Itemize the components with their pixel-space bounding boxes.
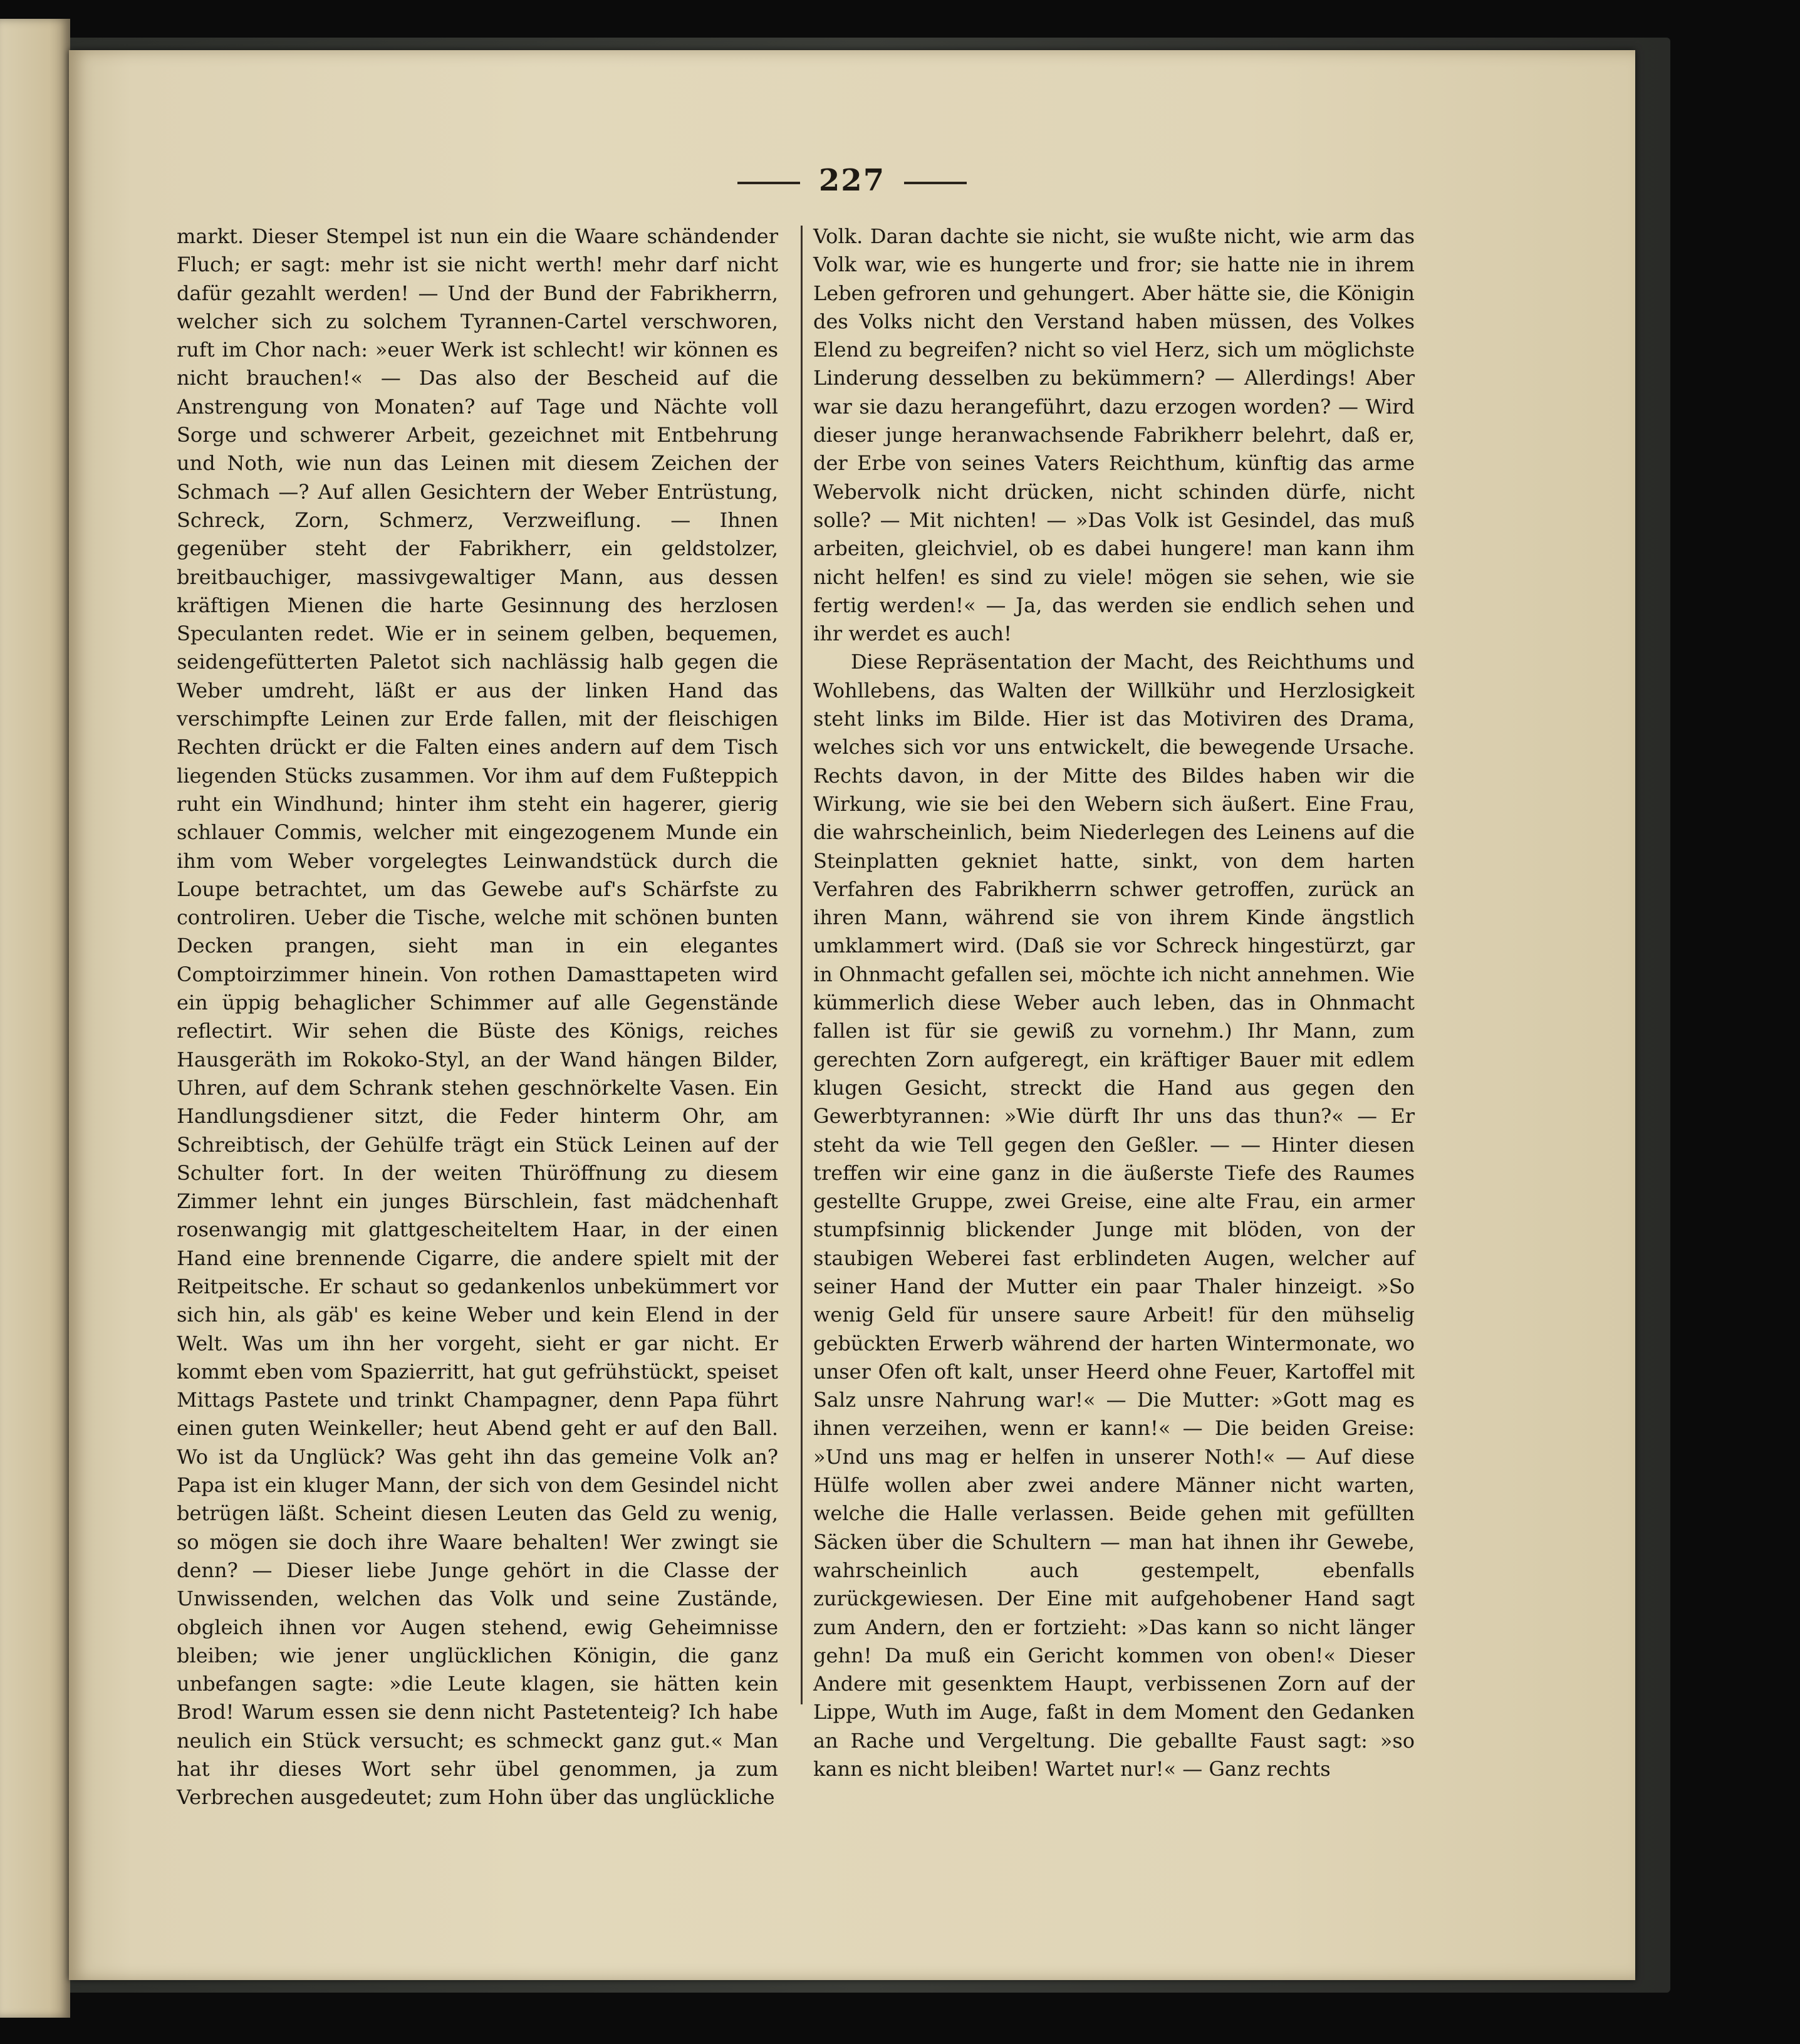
- page-number: 227: [818, 163, 886, 198]
- page-header: [69, 163, 1635, 198]
- header-dash-right: [904, 182, 967, 184]
- header-dash-left: [737, 182, 800, 184]
- right-column: [813, 222, 1415, 1781]
- previous-page-edge: [0, 19, 70, 2018]
- left-column: [177, 222, 778, 1810]
- column-rule: [801, 226, 803, 1704]
- right-paragraph-1: Volk. Daran dachte sie nicht, sie wußte nicht, wie arm das Volk war, wie es hungerte und fror; sie hatte nie in ihrem Leben gefroren und gehungert. Aber hätte sie, die Königin des Volks nicht den Verstand haben müssen, des Volkes Elend zu begreifen? nicht so viel Herz, sich um möglichste Linderung desselben zu bekümmern? — Allerdings! Aber war sie dazu herangeführt, dazu erzogen worden? — Wird dieser junge heranwachsende Fabrikherr belehrt, daß er, der Erbe von seines Vaters Reichthum, künftig das arme Webervolk nicht drücken, nicht schinden dürfe, nicht solle? — Mit nichten! — »Das Volk ist Gesindel, das muß arbeiten, gleichviel, ob es dabei hungere! man kann ihm nicht helfen! es sind zu viele! mögen sie sehen, wie sie fertig werden!« — Ja, das werden sie endlich sehen und ihr werdet es auch!: [813, 224, 1415, 646]
- right-paragraph-2: Diese Repräsentation der Macht, des Reichthums und Wohllebens, das Walten der Willkühr und Herzlosigkeit steht links im Bilde. Hier ist das Motiviren des Drama, welches sich vor uns entwickelt, die bewegende Ursache. Rechts davon, in der Mitte des Bildes haben wir die Wirkung, wie sie bei den Webern sich äußert. Eine Frau, die wahrscheinlich, beim Niederlegen des Leinens auf die Steinplatten gekniet hatte, sinkt, von dem harten Verfahren des Fabrikherrn schwer getroffen, zurück an ihren Mann, während sie von ihrem Kinde ängstlich umklammert wird. (Daß sie vor Schreck hingestürzt, gar in Ohnmacht gefallen sei, möchte ich nicht annehmen. Wie kümmerlich diese Weber auch leben, das in Ohnmacht fallen ist für sie gewiß zu vornehm.) Ihr Mann, zum gerechten Zorn aufgeregt, ein kräftiger Bauer mit edlem klugen Gesicht, streckt die Hand aus gegen den Gewerbtyrannen: »Wie dürft Ihr uns das thun?« — Er steht da wie Tell gegen den Geßler. — — Hinter diesen treffen wir eine ganz in die äußerste Tiefe des Raumes gestellte Gruppe, zwei Greise, eine alte Frau, ein armer stumpfsinnig blickender Junge mit blöden, von der staubigen Weberei fast erblindeten Augen, welcher auf seiner Hand der Mutter ein paar Thaler hinzeigt. »So wenig Geld für unsere saure Arbeit! für den mühselig gebückten Erwerb während der harten Wintermonate, wo unser Ofen oft kalt, unser Heerd ohne Feuer, Kartoffel mit Salz unsre Nahrung war!« — Die Mutter: »Gott mag es ihnen verzeihen, wenn er kann!« — Die beiden Greise: »Und uns mag er helfen in unserer Noth!« — Auf diese Hülfe wollen aber zwei andere Männer nicht warten, welche die Halle verlassen. Beide gehen mit gefüllten Säcken über die Schultern — man hat ihnen ihr Gewebe, wahrscheinlich auch gestempelt, ebenfalls zurückgewiesen. Der Eine mit aufgehobener Hand sagt zum Andern, den er fortzieht: »Das kann so nicht länger gehn! Da muß ein Gericht kommen von oben!« Dieser Andere mit gesenktem Haupt, verbissenen Zorn auf der Lippe, Wuth im Auge, faßt in dem Moment den Gedanken an Rache und Vergeltung. Die geballte Faust sagt: »so kann es nicht bleiben! Wartet nur!« — Ganz rechts: [813, 650, 1415, 1781]
- book-page: [69, 50, 1635, 1980]
- left-paragraph-1: markt. Dieser Stempel ist nun ein die Waare schändender Fluch; er sagt: mehr ist sie nicht werth! mehr darf nicht dafür gezahlt werden! — Und der Bund der Fabrikherrn, welcher sich zu solchem Tyrannen-Cartel verschworen, ruft im Chor nach: »euer Werk ist schlecht! wir können es nicht brauchen!« — Das also der Bescheid auf die Anstrengung von Monaten? auf Tage und Nächte voll Sorge und schwerer Arbeit, gezeichnet mit Entbehrung und Noth, wie nun das Leinen mit diesem Zeichen der Schmach —? Auf allen Gesichtern der Weber Entrüstung, Schreck, Zorn, Schmerz, Verzweiflung. — Ihnen gegenüber steht der Fabrikherr, ein geldstolzer, breitbauchiger, massivgewaltiger Mann, aus dessen kräftigen Mienen die harte Gesinnung des herzlosen Speculanten redet. Wie er in seinem gelben, bequemen, seidengefütterten Paletot sich nachlässig halb gegen die Weber umdreht, läßt er aus der linken Hand das verschimpfte Leinen zur Erde fallen, mit der fleischigen Rechten drückt er die Falten eines andern auf dem Tisch liegenden Stücks zusammen. Vor ihm auf dem Fußteppich ruht ein Windhund; hinter ihm steht ein hagerer, gierig schlauer Commis, welcher mit eingezogenem Munde ein ihm vom Weber vorgelegtes Leinwandstück durch die Loupe betrachtet, um das Gewebe auf's Schärfste zu controliren. Ueber die Tische, welche mit schönen bunten Decken prangen, sieht man in ein elegantes Comptoirzimmer hinein. Von rothen Damasttapeten wird ein üppig behaglicher Schimmer auf alle Gegenstände reflectirt. Wir sehen die Büste des Königs, reiches Hausgeräth im Rokoko-Styl, an der Wand hängen Bilder, Uhren, auf dem Schrank stehen geschnörkelte Vasen. Ein Handlungsdiener sitzt, die Feder hinterm Ohr, am Schreibtisch, der Gehülfe trägt ein Stück Leinen auf der Schulter fort. In der weiten Thüröffnung zu diesem Zimmer lehnt ein junges Bürschlein, fast mädchenhaft rosenwangig mit glattgescheiteltem Haar, in der einen Hand eine brennende Cigarre, die andere spielt mit der Reitpeitsche. Er schaut so gedankenlos unbekümmert vor sich hin, als gäb' es keine Weber und kein Elend in der Welt. Was um ihn her vorgeht, sieht er gar nicht. Er kommt eben vom Spazierritt, hat gut gefrühstückt, speiset Mittags Pastete und trinkt Champagner, denn Papa führt einen guten Weinkeller; heut Abend geht er auf den Ball. Wo ist da Unglück? Was geht ihn das gemeine Volk an? Papa ist ein kluger Mann, der sich von dem Gesindel nicht betrügen läßt. Scheint diesen Leuten das Geld zu wenig, so mögen sie doch ihre Waare behalten! Wer zwingt sie denn? — Dieser liebe Junge gehört in die Classe der Unwissenden, welchen das Volk und seine Zustände, obgleich ihnen vor Augen stehend, ewig Geheimnisse bleiben; wie jener unglücklichen Königin, die ganz unbefangen sagte: »die Leute klagen, sie hätten kein Brod! Warum essen sie denn nicht Pastetenteig? Ich habe neulich ein Stück versucht; es schmeckt ganz gut.« Man hat ihr dieses Wort sehr übel genommen, ja zum Verbrechen ausgedeutet; zum Hohn über das unglückliche: [177, 224, 778, 1810]
